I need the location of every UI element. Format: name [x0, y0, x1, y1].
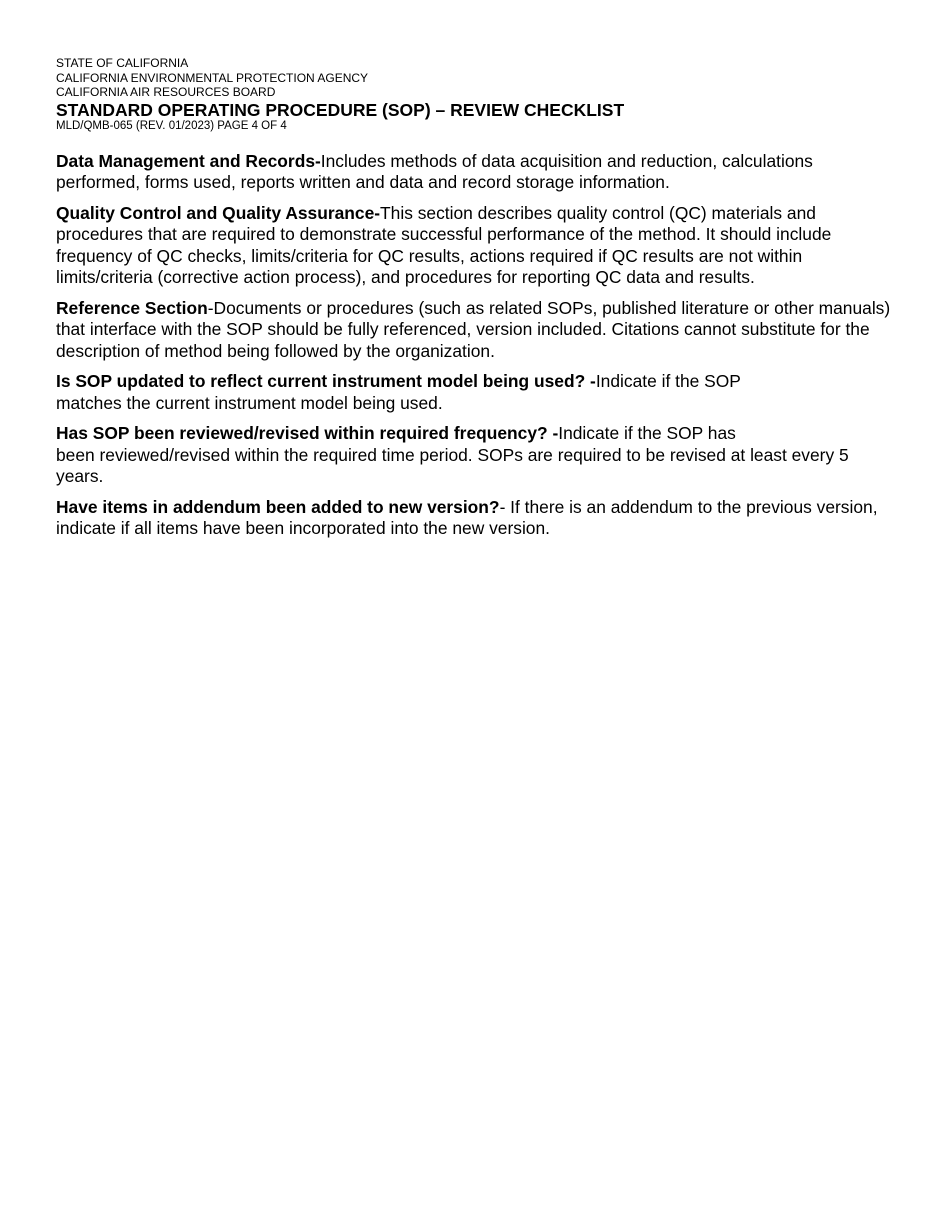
section-text-continued: matches the current instrument model being used. [56, 392, 443, 413]
header-agency: CALIFORNIA ENVIRONMENTAL PROTECTION AGENCY [56, 70, 369, 85]
section-text-continued: been reviewed/revised within the required time period. SOPs are required to be revised at least every 5 years. [56, 444, 849, 486]
section-text: This section describes quality control (QC) materials and procedures that are required to demonstrate successful performance of the method. It should include frequency of QC checks, limits/criteria for QC results, actions required if QC results are not within limits/criteria (corrective action process), and procedures for reporting QC data and results. [56, 202, 832, 287]
section-lead: Quality Control and Quality Assurance- [56, 202, 381, 223]
section-review-frequency [56, 423, 896, 488]
form-id: MLD/QMB-065 (REV. 01/2023) PAGE 4 OF 4 [56, 119, 287, 132]
section-quality-control [56, 203, 896, 289]
section-lead: Is SOP updated to reflect current instrument model being used? - [56, 371, 596, 391]
section-text: - If there is an addendum to the previous version, indicate if all items have been incorporated into the new version. [56, 496, 878, 538]
section-instrument-model [56, 371, 896, 414]
checklist-descriptions [56, 151, 896, 540]
header-board: CALIFORNIA AIR RESOURCES BOARD [56, 85, 276, 99]
section-reference [56, 298, 896, 363]
section-text: Indicate if the SOP has [558, 423, 736, 443]
section-lead: Reference Section [56, 297, 208, 318]
form-header [56, 56, 896, 133]
header-state: STATE OF CALIFORNIA [56, 56, 189, 70]
document-title: STANDARD OPERATING PROCEDURE (SOP) – REVIEW CHECKLIST [56, 99, 625, 120]
section-text: Includes methods of data acquisition and reduction, calculations performed, forms used, reports written and data and record storage information. [56, 150, 813, 192]
section-lead: Data Management and Records- [56, 150, 321, 171]
section-addendum [56, 497, 896, 540]
section-text: -Documents or procedures (such as related SOPs, published literature or other manuals) that interface with the SOP should be fully referenced, version included. Citations cannot substitute for the description of method being followed by the organization. [56, 297, 891, 361]
section-lead: Has SOP been reviewed/revised within required frequency? - [56, 423, 559, 443]
section-lead: Have items in addendum been added to new version? [56, 496, 500, 517]
document-page [56, 56, 896, 549]
section-text: Indicate if the SOP [595, 371, 741, 391]
section-data-management [56, 151, 896, 194]
